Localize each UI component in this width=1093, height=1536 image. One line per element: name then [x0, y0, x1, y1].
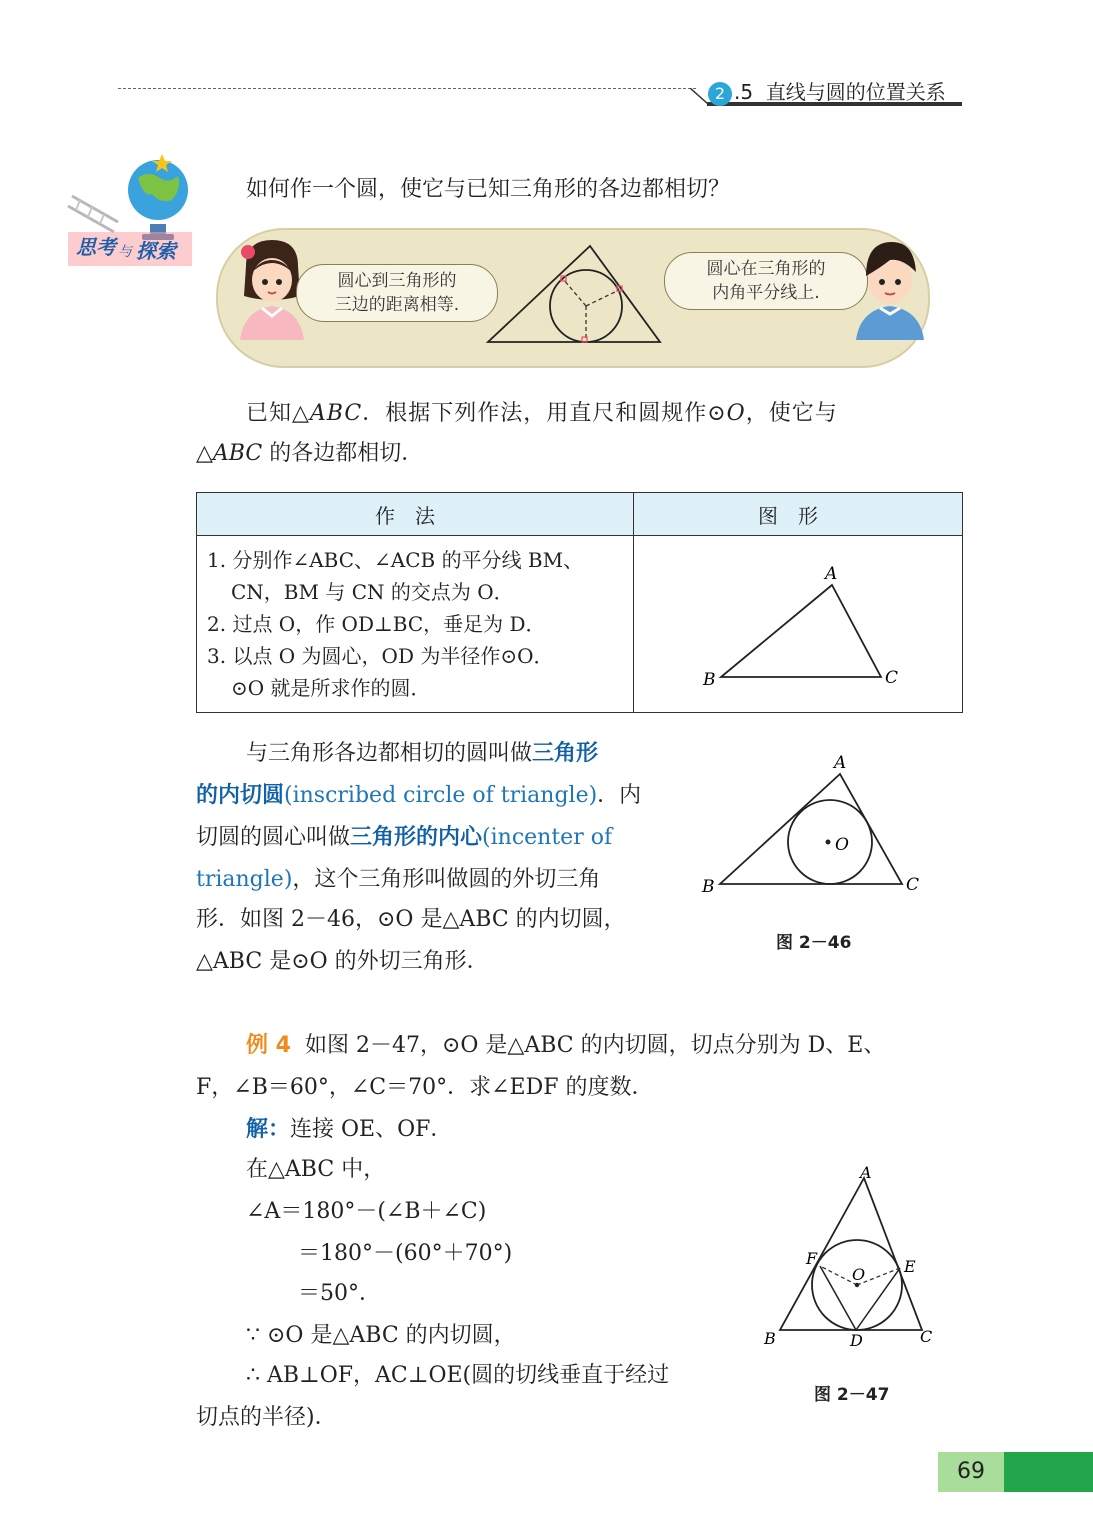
definition-line-4 [196, 866, 600, 894]
intro-text: ABC [309, 401, 363, 426]
header-dashed-rule [118, 88, 696, 89]
solution-label: 解： [246, 1117, 291, 1142]
example-text: 如图 2－47，⊙O 是△ABC 的内切圆，切点分别为 D、E、 [304, 1033, 886, 1058]
solution-line-3: ∠A＝180°－(∠B＋∠C) [246, 1199, 487, 1224]
solution-line-7: ∴ AB⊥OF，AC⊥OE(圆的切线垂直于经过 [246, 1363, 670, 1388]
think-explore-badge [62, 148, 196, 268]
definition-text: ．内 [597, 783, 642, 808]
bubble-triangle-figure [486, 240, 662, 346]
english-term: (inscribed circle of triangle) [284, 783, 598, 808]
construction-table [196, 492, 963, 713]
solution-line-5: ＝50°． [298, 1281, 381, 1306]
intro-text: △ [196, 441, 213, 466]
speech-bubble-right [664, 252, 868, 310]
page-number: 69 [938, 1452, 1004, 1492]
solution-text: 连接 OE、OF． [290, 1117, 453, 1142]
speech-right-line2: 内角平分线上. [712, 283, 820, 303]
intro-text: 的各边都相切． [262, 441, 424, 466]
point-label-d: D [850, 1331, 863, 1350]
definition-line-5: 形．如图 2－46，⊙O 是△ABC 的内切圆， [196, 907, 626, 932]
vertex-label-c: C [906, 875, 920, 895]
question-text: 如何作一个圆，使它与已知三角形的各边都相切？ [246, 177, 731, 202]
intro-line-2 [196, 440, 423, 468]
step-line: CN，BM 与 CN 的交点为 O． [231, 580, 514, 604]
english-term: triangle) [196, 867, 293, 892]
table-header-figure: 图形 [634, 493, 963, 536]
vertex-label-a: A [860, 1163, 872, 1182]
solution-line-8: 切点的半径)． [196, 1405, 337, 1430]
point-label-o: O [835, 835, 849, 855]
solution-line-4: ＝180°－(60°＋70°) [298, 1241, 513, 1266]
speech-left-line2: 三边的距离相等. [334, 295, 460, 315]
example-label: 例 4 [246, 1033, 291, 1058]
step-line: 1. 分别作∠ABC、∠ACB 的平分线 BM、 [207, 548, 584, 572]
table-header-method: 作法 [197, 493, 634, 536]
header-section-title [708, 76, 946, 106]
boy-figure [850, 236, 930, 340]
example-line-1 [246, 1032, 885, 1060]
vertex-label-c: C [920, 1327, 933, 1346]
intro-text: ．根据下列作法，用直尺和圆规作⊙ [362, 401, 727, 426]
definition-text: ，这个三角形叫做圆的外切三角 [292, 867, 601, 892]
intro-line-1 [246, 400, 838, 428]
figure-2-47 [756, 1160, 946, 1356]
table-figure-cell [634, 536, 963, 713]
solution-line-1 [246, 1116, 452, 1144]
intro-text: 已知△ [246, 401, 310, 426]
figure-2-47-caption: 图 2－47 [814, 1385, 890, 1405]
definition-line-2 [196, 782, 641, 810]
section-subnumber: .5 [734, 80, 754, 104]
figure-2-46 [694, 752, 934, 898]
vertex-label-b: B [703, 670, 716, 690]
badge-word-and: 与 [118, 244, 132, 260]
speech-left-line1: 圆心到三角形的 [337, 271, 457, 291]
english-term: (incenter of [482, 825, 613, 850]
definition-text: 切圆的圆心叫做 [196, 825, 351, 850]
keyword-incircle: 的内切圆 [196, 783, 285, 808]
section-title: 直线与圆的位置关系 [765, 80, 946, 104]
triangle-abc-figure [635, 539, 961, 709]
vertex-label-b: B [764, 1329, 776, 1348]
solution-line-6: ∵ ⊙O 是△ABC 的内切圆， [246, 1323, 516, 1348]
point-label-e: E [904, 1257, 916, 1276]
definition-text: 与三角形各边都相切的圆叫做 [246, 741, 533, 766]
definition-line-1 [246, 740, 598, 768]
badge-word-explore: 探索 [136, 239, 176, 263]
construction-steps [197, 536, 634, 713]
step-line: 3. 以点 O 为圆心，OD 为半径作⊙O． [207, 644, 554, 668]
speech-right-line1: 圆心在三角形的 [706, 259, 826, 279]
step-line: 2. 过点 O，作 OD⊥BC，垂足为 D． [207, 612, 546, 636]
intro-text: ABC [212, 441, 263, 466]
keyword-incircle: 三角形 [532, 741, 599, 766]
example-line-2: F，∠B＝60°，∠C＝70°．求∠EDF 的度数． [196, 1075, 654, 1100]
speech-bubble-left [296, 264, 498, 322]
solution-line-2: 在△ABC 中， [246, 1157, 386, 1182]
point-label-f: F [806, 1249, 818, 1268]
page-number-bar [1004, 1452, 1093, 1492]
section-number: 2 [708, 82, 732, 106]
intro-text: O [726, 401, 746, 426]
figure-2-46-caption: 图 2－46 [776, 933, 852, 953]
page-number-box [938, 1452, 1093, 1492]
definition-line-3 [196, 824, 612, 852]
point-label-o: O [852, 1265, 866, 1284]
intro-text: ，使它与 [745, 401, 838, 426]
badge-word-think: 思考 [76, 235, 116, 259]
vertex-label-c: C [885, 668, 899, 688]
definition-line-6: △ABC 是⊙O 的外切三角形． [196, 949, 489, 974]
vertex-label-a: A [825, 564, 838, 584]
step-line: ⊙O 就是所求作的圆． [231, 676, 431, 700]
keyword-incenter: 三角形的内心 [350, 825, 483, 850]
vertex-label-a: A [834, 753, 847, 773]
vertex-label-b: B [702, 877, 715, 897]
